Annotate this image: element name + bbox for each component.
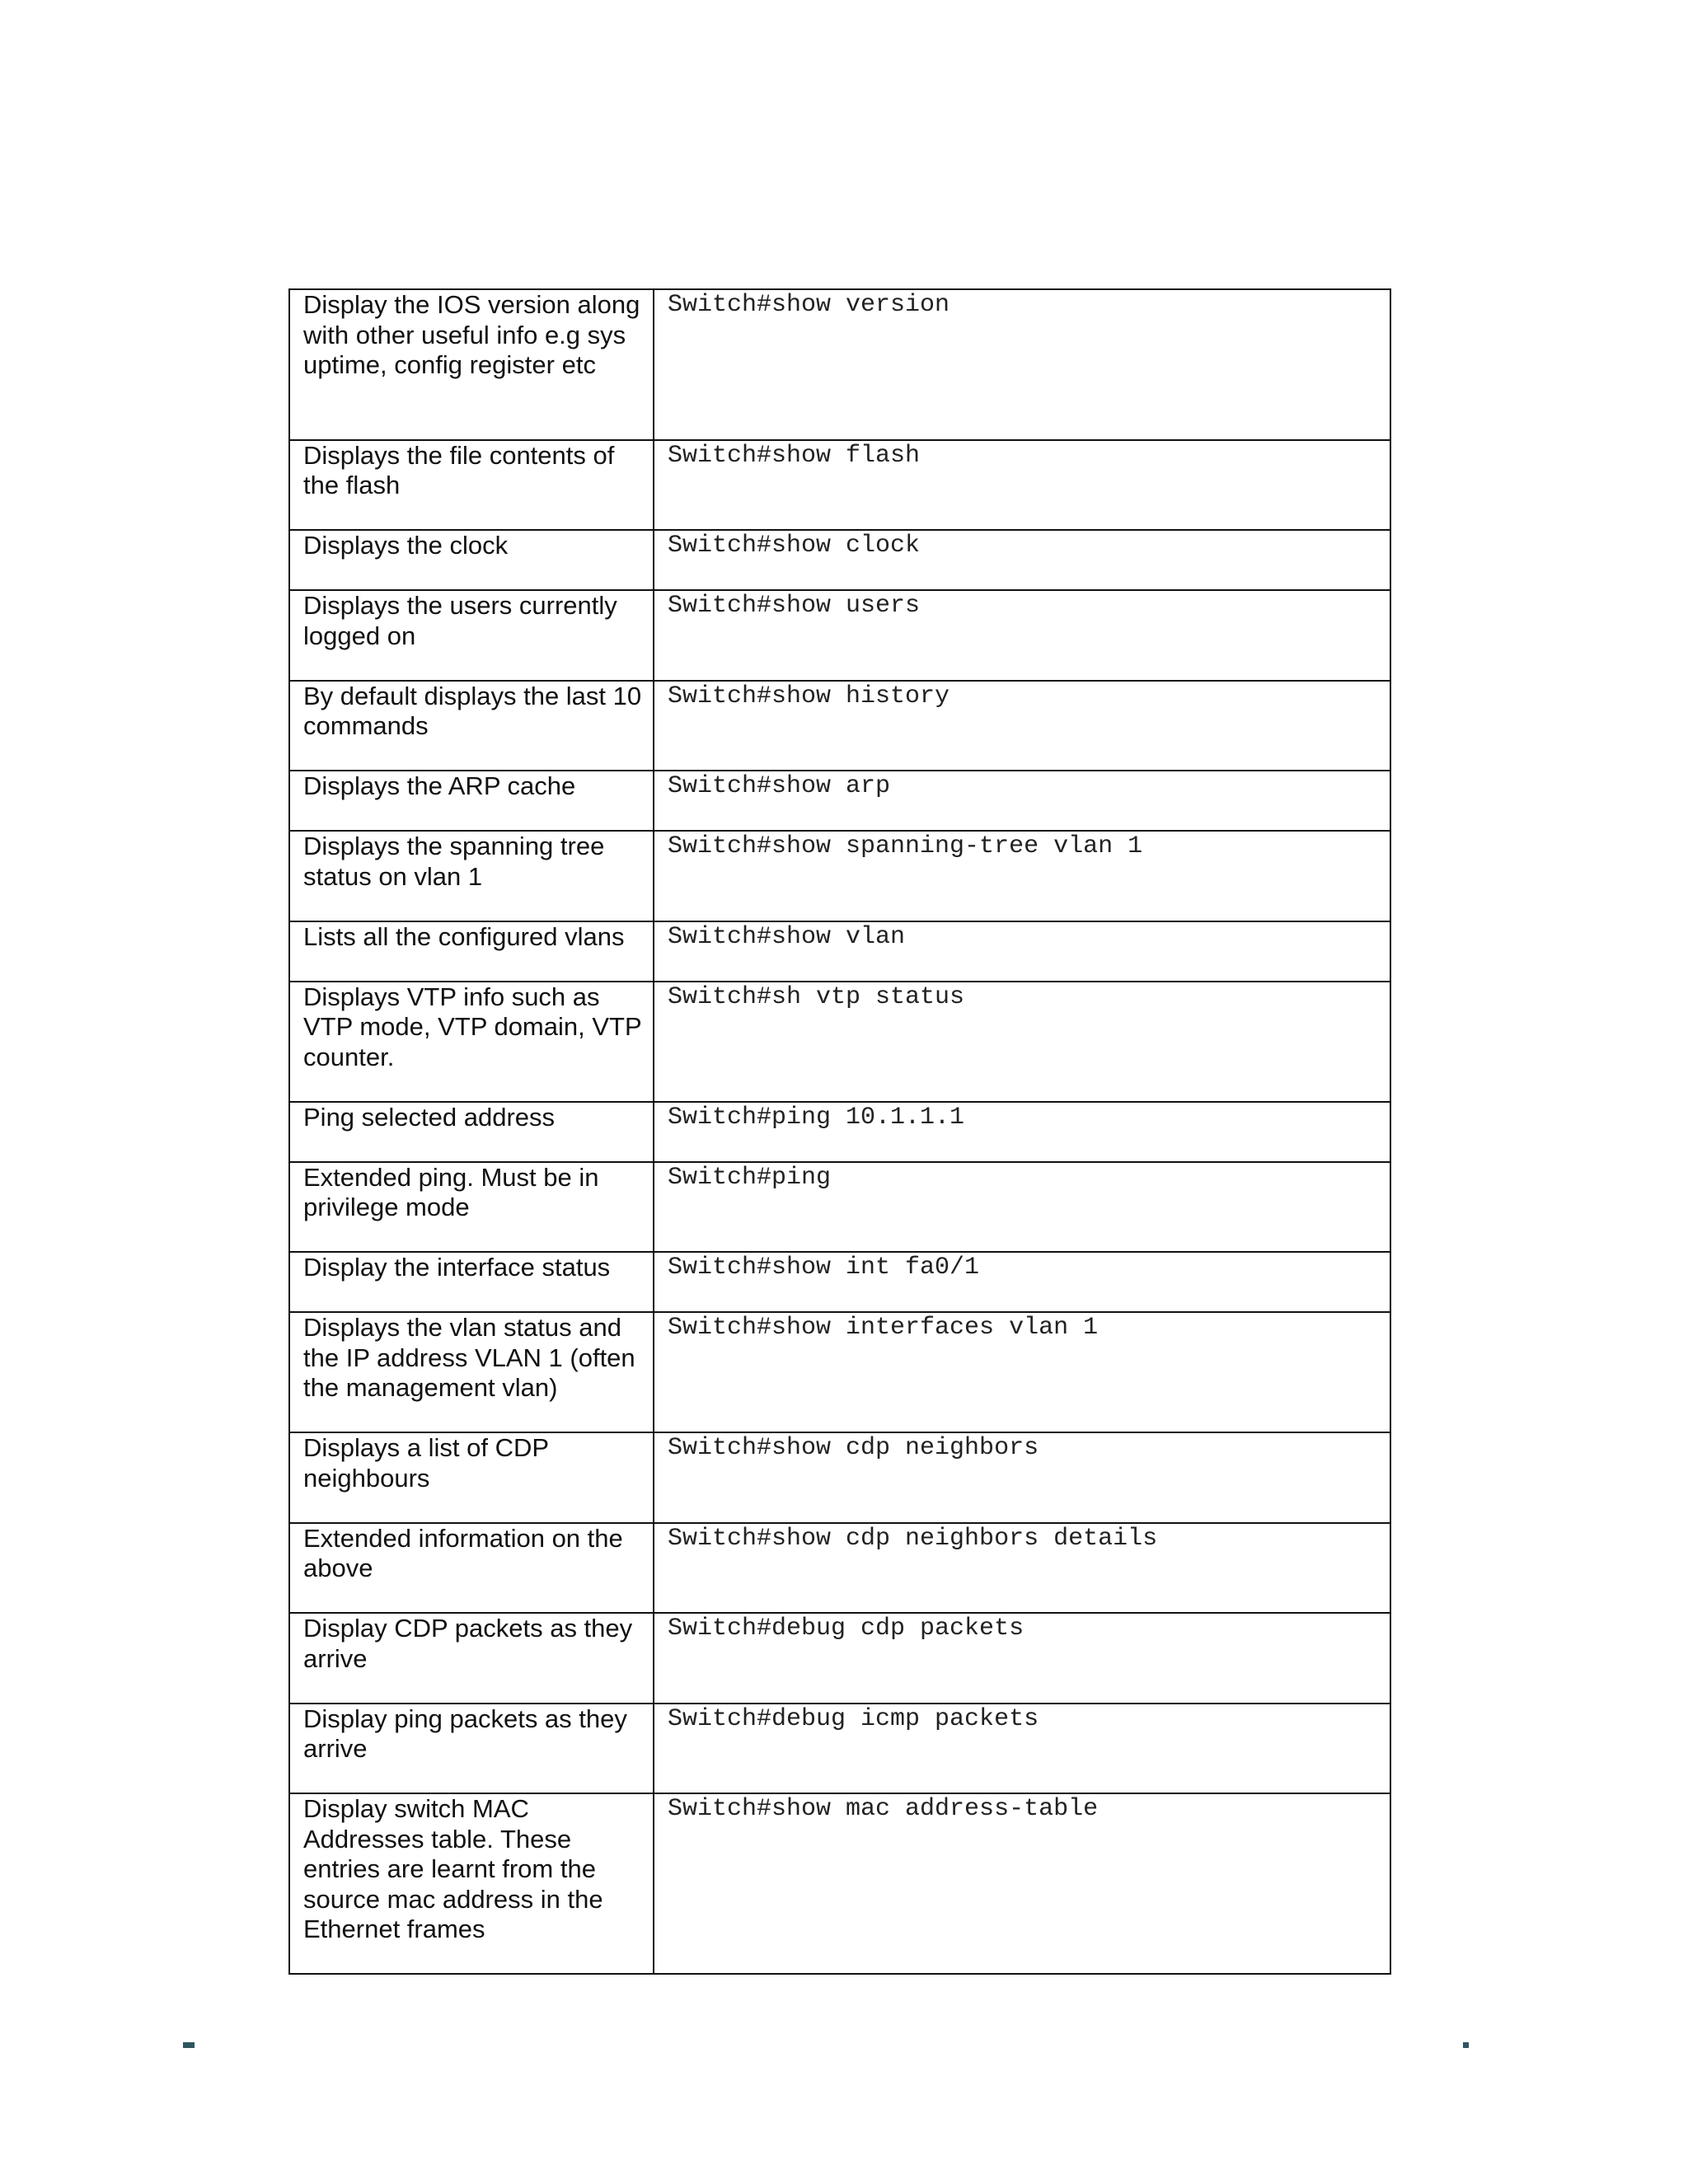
command-text: Switch#show cdp neighbors: [668, 1434, 1039, 1462]
description-text: Displays the spanning tree status on vlan 1: [303, 832, 605, 891]
table-row: [289, 982, 1390, 1102]
description-text: Displays the clock: [303, 531, 509, 560]
description-cell: [289, 1523, 654, 1614]
table-body: [289, 289, 1390, 1974]
command-text: Switch#show mac address-table: [668, 1795, 1099, 1823]
description-text: Displays the file contents of the flash: [303, 440, 615, 499]
description-text: Display switch MAC Addresses table. These entries are learnt from the source mac address in the Ethernet frames: [303, 1794, 603, 1943]
command-cell: [654, 1793, 1390, 1974]
command-text: Switch#show int fa0/1: [668, 1254, 980, 1282]
command-text: Switch#show vlan: [668, 922, 906, 951]
description-text: By default displays the last 10 commands: [303, 681, 642, 740]
table-row: [289, 1162, 1390, 1253]
description-cell: [289, 921, 654, 982]
command-cell: [654, 1312, 1390, 1432]
description-cell: [289, 440, 654, 531]
description-text: Display ping packets as they arrive: [303, 1704, 627, 1763]
description-cell: [289, 681, 654, 771]
command-text: Switch#show version: [668, 291, 950, 319]
description-cell: [289, 1102, 654, 1162]
description-text: Displays a list of CDP neighbours: [303, 1433, 549, 1493]
description-cell: [289, 1613, 654, 1704]
table-row: [289, 1432, 1390, 1523]
table-row: [289, 921, 1390, 982]
table-row: [289, 1523, 1390, 1614]
command-text: Switch#ping: [668, 1163, 832, 1192]
description-cell: [289, 590, 654, 681]
footer-mark-left: [183, 2042, 195, 2048]
command-text: Switch#show flash: [668, 441, 921, 470]
description-text: Displays the vlan status and the IP address VLAN 1 (often the management vlan): [303, 1313, 635, 1402]
table-row: [289, 771, 1390, 831]
table-row: [289, 1312, 1390, 1432]
command-cell: [654, 590, 1390, 681]
description-cell: [289, 1793, 654, 1974]
table-row: [289, 289, 1390, 440]
description-text: Display the interface status: [303, 1253, 611, 1282]
command-cell: [654, 530, 1390, 590]
command-text: Switch#show arp: [668, 772, 891, 800]
table-row: [289, 681, 1390, 771]
description-cell: [289, 831, 654, 921]
command-text: Switch#debug cdp packets: [668, 1615, 1025, 1643]
command-cell: [654, 1432, 1390, 1523]
description-cell: [289, 530, 654, 590]
description-text: Ping selected address: [303, 1102, 556, 1132]
command-text: Switch#show users: [668, 592, 921, 620]
table-row: [289, 831, 1390, 921]
description-text: Extended ping. Must be in privilege mode: [303, 1162, 599, 1221]
command-cell: [654, 1704, 1390, 1794]
description-text: Displays the ARP cache: [303, 771, 576, 800]
description-cell: [289, 1162, 654, 1253]
description-text: Extended information on the above: [303, 1523, 623, 1582]
footer-mark-right: [1463, 2042, 1469, 2048]
command-reference-table: [288, 288, 1391, 1975]
command-text: Switch#show interfaces vlan 1: [668, 1314, 1099, 1342]
command-cell: [654, 440, 1390, 531]
table-row: [289, 1613, 1390, 1704]
command-cell: [654, 1102, 1390, 1162]
table-row: [289, 530, 1390, 590]
table-row: [289, 440, 1390, 531]
table-row: [289, 1704, 1390, 1794]
description-text: Display the IOS version along with other useful info e.g sys uptime, config register etc: [303, 290, 640, 379]
description-cell: [289, 771, 654, 831]
description-cell: [289, 1252, 654, 1312]
description-text: Displays VTP info such as VTP mode, VTP domain, VTP counter.: [303, 982, 642, 1071]
description-text: Lists all the configured vlans: [303, 921, 625, 951]
command-text: Switch#show spanning-tree vlan 1: [668, 832, 1143, 860]
command-text: Switch#debug icmp packets: [668, 1704, 1039, 1733]
command-text: Switch#ping 10.1.1.1: [668, 1103, 965, 1132]
command-cell: [654, 1523, 1390, 1614]
table-row: [289, 1793, 1390, 1974]
table-row: [289, 1252, 1390, 1312]
command-cell: [654, 921, 1390, 982]
command-cell: [654, 771, 1390, 831]
command-cell: [654, 1613, 1390, 1704]
table-row: [289, 590, 1390, 681]
command-text: Switch#show cdp neighbors details: [668, 1524, 1158, 1553]
description-cell: [289, 1312, 654, 1432]
command-text: Switch#show clock: [668, 532, 921, 560]
description-cell: [289, 289, 654, 440]
command-text: Switch#show history: [668, 682, 950, 710]
command-cell: [654, 289, 1390, 440]
command-cell: [654, 831, 1390, 921]
command-cell: [654, 982, 1390, 1102]
description-cell: [289, 1704, 654, 1794]
command-cell: [654, 1252, 1390, 1312]
table-row: [289, 1102, 1390, 1162]
command-text: Switch#sh vtp status: [668, 982, 965, 1011]
description-cell: [289, 1432, 654, 1523]
description-cell: [289, 982, 654, 1102]
command-cell: [654, 681, 1390, 771]
description-text: Displays the users currently logged on: [303, 591, 617, 650]
description-text: Display CDP packets as they arrive: [303, 1614, 633, 1673]
command-cell: [654, 1162, 1390, 1253]
